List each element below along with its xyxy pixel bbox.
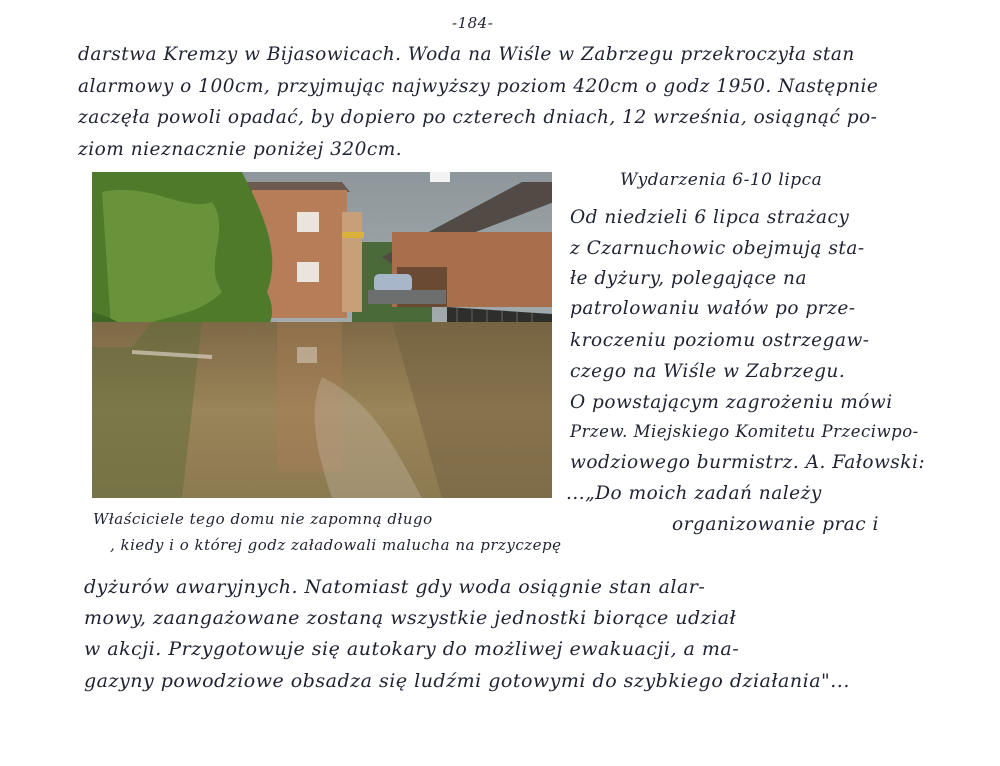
caption-line: Właściciele tego domu nie zapomną długo — [93, 510, 433, 528]
flood-scene-image — [92, 172, 552, 498]
section-line: Od niedzieli 6 lipca strażacy — [570, 207, 850, 228]
section-line: Przew. Miejskiego Komitetu Przeciwpo- — [570, 422, 919, 441]
bottom-text-line: w akcji. Przygotowuje się autokary do możliwej ewakuacji, a ma- — [84, 638, 740, 660]
top-text-line: ziom nieznacznie poniżej 320cm. — [78, 139, 403, 160]
section-line: czego na Wiśle w Zabrzegu. — [570, 361, 846, 382]
section-heading: Wydarzenia 6-10 lipca — [620, 170, 823, 190]
section-line: kroczeniu poziomu ostrzegaw- — [570, 330, 870, 351]
section-line: patrolowaniu wałów po prze- — [570, 298, 856, 319]
section-line: organizowanie prac i — [672, 514, 879, 535]
top-text-line: zaczęła powoli opadać, by dopiero po czterech dniach, 12 września, osiągnąć po- — [78, 107, 878, 128]
top-text-line: alarmowy o 100cm, przyjmując najwyższy poziom 420cm o godz 1950. Następnie — [78, 76, 879, 97]
section-line: O powstającym zagrożeniu mówi — [570, 392, 893, 413]
section-line: z Czarnuchowic obejmują sta- — [570, 238, 865, 259]
caption-line: , kiedy i o której godz załadowali malucha na przyczepę — [110, 536, 562, 554]
top-text-line: darstwa Kremzy w Bijasowicach. Woda na Wiśle w Zabrzegu przekroczyła stan — [78, 44, 855, 65]
page-number: -184- — [452, 14, 494, 32]
section-line: wodziowego burmistrz. A. Fałowski: — [570, 452, 926, 473]
bottom-text-line: gazyny powodziowe obsadza się ludźmi gotowymi do szybkiego działania"... — [84, 670, 850, 692]
bottom-text-line: mowy, zaangażowane zostaną wszystkie jednostki biorące udział — [84, 607, 737, 629]
bottom-text-line: dyżurów awaryjnych. Natomiast gdy woda osiągnie stan alar- — [84, 576, 706, 598]
flood-photo — [92, 172, 552, 498]
section-line: łe dyżury, polegające na — [570, 268, 807, 289]
section-line: ...„Do moich zadań należy — [566, 483, 822, 504]
